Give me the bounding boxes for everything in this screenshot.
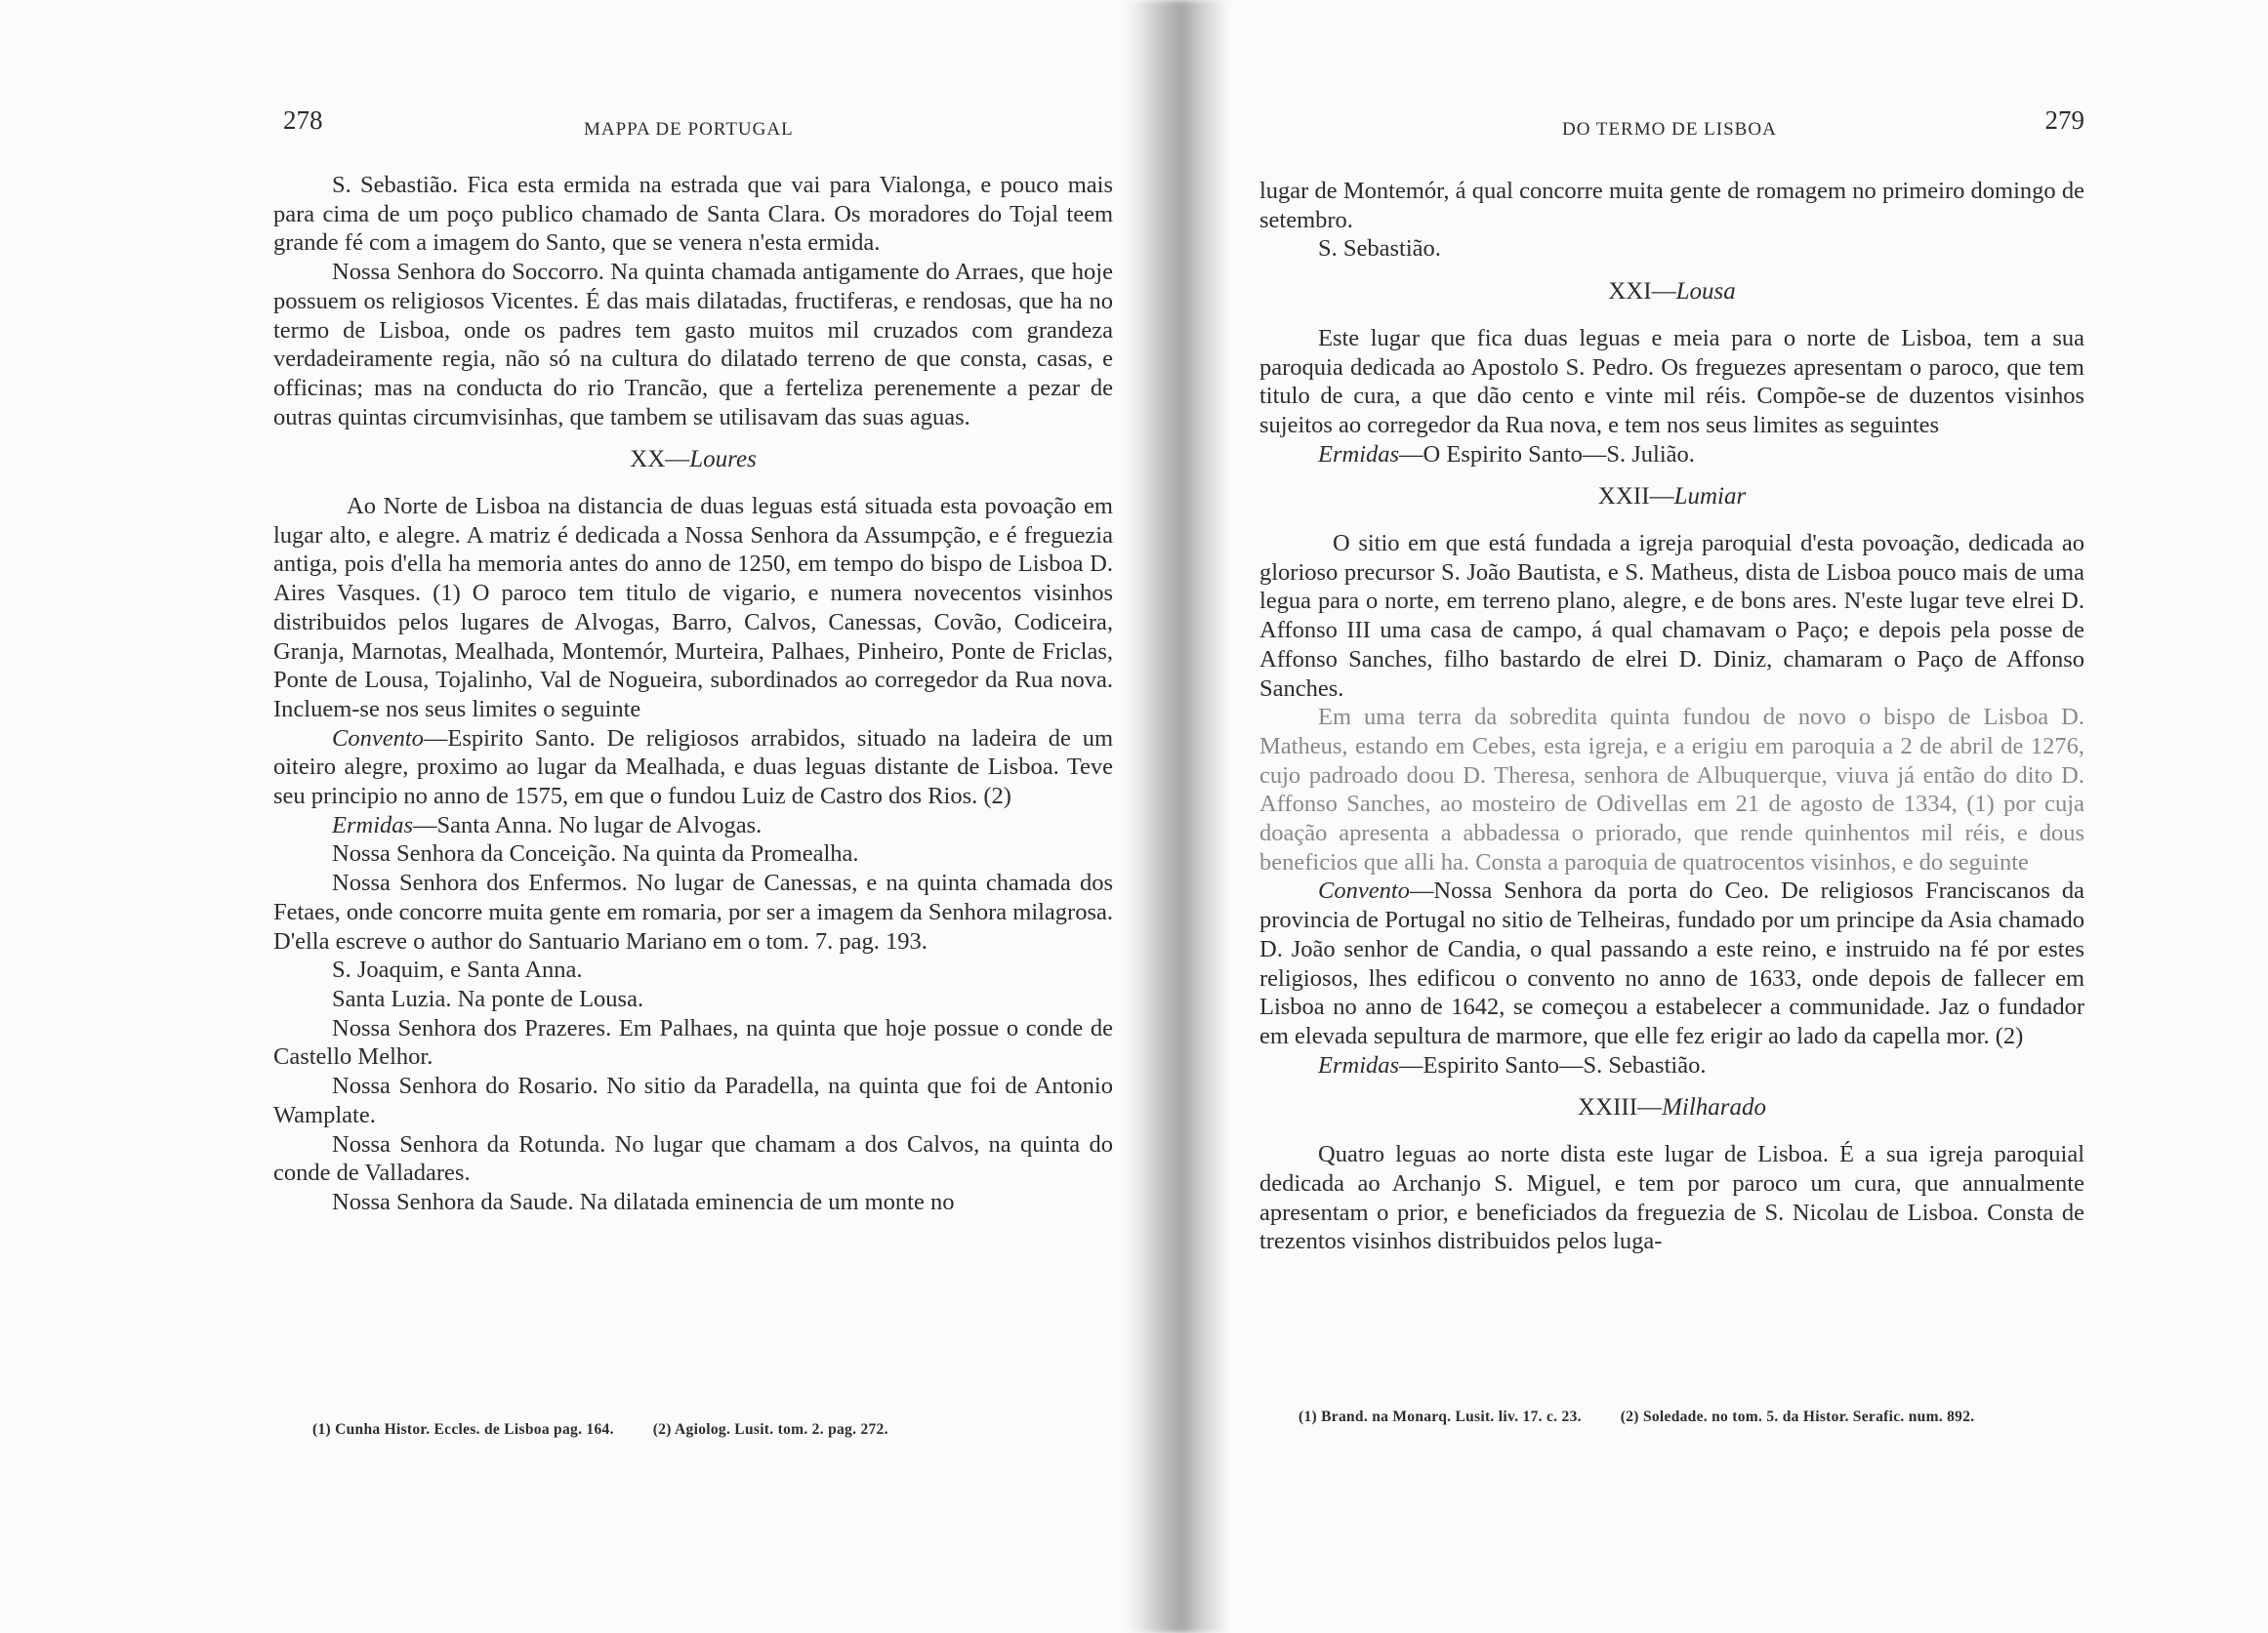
paragraph: Nossa Senhora do Rosario. No sitio da Paradella, na quinta que foi de Antonio Wamplate. xyxy=(273,1073,1113,1128)
right-running-title: DO TERMO DE LISBOA xyxy=(1562,119,1777,140)
section-heading-lumiar xyxy=(1259,482,2084,511)
label-ermidas: Ermidas xyxy=(1318,440,1400,468)
paragraph-convento xyxy=(1259,877,2084,1050)
left-page-number: 278 xyxy=(283,105,323,135)
section-number: XXII— xyxy=(1597,483,1674,510)
paragraph: S. Joaquim, e Santa Anna. xyxy=(332,957,583,984)
paragraph: S. Sebastião. Fica esta ermida na estrada que vai para Vialonga, e pouco mais para cima de um poço publico chamado de Santa Clara. Os moradores do Tojal teem grande fé com a imagem do Santo, que se venera n'esta ermida. xyxy=(273,172,1113,257)
paragraph: O sitio em que está fundada a igreja paroquial d'esta povoação, dedicada ao glorioso precursor S. João Bautista, e S. Matheus, dista de Lisboa pouco mais de uma legua para o norte, em terreno plano, alegre, e de bons ares. N'este lugar teve elrei D. Affonso III uma casa de campo, á qual chamavam o Paço; e depois pela posse de Affonso Sanches, filho bastardo de elrei D. Diniz, chamaram o Paço de Affonso Sanches. xyxy=(1259,530,2084,702)
paragraph: Nossa Senhora da Saude. Na dilatada eminencia de um monte no xyxy=(332,1188,955,1215)
section-place: Lousa xyxy=(1675,278,1736,306)
left-running-title: MAPPA DE PORTUGAL xyxy=(584,119,794,140)
paragraph: Santa Luzia. Na ponte de Lousa. xyxy=(332,985,644,1012)
section-number: XX— xyxy=(630,446,690,473)
right-body-text xyxy=(1259,177,2084,1256)
footnote: (2) Soledade. no tom. 5. da Histor. Serafic. num. 892. xyxy=(1620,1408,1975,1425)
paragraph-faded: Em uma terra da sobredita quinta fundou de novo o bispo de Lisboa D. Matheus, estando em Cebes, esta igreja, e a erigiu em paroquia a 2 de abril de 1276, cujo padroado doou D. Theresa, senhora de Albuquerque, viuva já então do dito D. Affonso Sanches, ao mosteiro de Odivellas em 21 de agosto de 1334, (1) por cuja doação apresenta a abbadessa o priorado, que rende quinhentos mil réis, e dous beneficios que alli ha. Consta a paroquia de quatrocentos visinhos, e do seguinte xyxy=(1259,704,2084,876)
paragraph-text: —O Espirito Santo—S. Julião. xyxy=(1399,440,1695,468)
paragraph-ermidas xyxy=(1259,440,2084,469)
section-number: XXIII— xyxy=(1577,1094,1663,1122)
book-gutter-shadow xyxy=(1123,0,1230,1633)
right-page-number: 279 xyxy=(2044,105,2084,135)
right-page xyxy=(1259,0,2084,1633)
section-place: Loures xyxy=(689,446,757,473)
label-ermidas: Ermidas xyxy=(1318,1051,1400,1079)
paragraph-text: —Espirito Santo. De religiosos arrabidos, situado na ladeira de um oiteiro alegre, proximo ao lugar da Mealhada, e duas leguas distante de Lisboa. Teve seu principio no anno de 1575, em que o fundou Luiz de Castro dos Rios. (2) xyxy=(273,724,1113,810)
section-heading-loures xyxy=(273,445,1113,474)
section-place: Milharado xyxy=(1662,1094,1767,1122)
paragraph: Nossa Senhora dos Enfermos. No lugar de Canessas, e na quinta chamada dos Fetaes, onde concorre muita gente em romaria, por ser a imagem da Senhora milagrosa. D'ella escreve o author do Santuario Mariano em o tom. 7. pag. 193. xyxy=(273,870,1113,955)
section-number: XXI— xyxy=(1608,278,1676,306)
section-heading-lousa xyxy=(1259,277,2084,306)
paragraph-convento xyxy=(273,724,1113,811)
footnote: (1) Cunha Histor. Eccles. de Lisboa pag. 164. xyxy=(312,1421,614,1438)
paragraph: Nossa Senhora da Rotunda. No lugar que chamam a dos Calvos, na quinta do conde de Valladares. xyxy=(273,1130,1113,1187)
paragraph: Nossa Senhora da Conceição. Na quinta da Promealha. xyxy=(332,840,859,868)
section-heading-milharado xyxy=(1259,1093,2084,1123)
paragraph: Quatro leguas ao norte dista este lugar de Lisboa. É a sua igreja paroquial dedicada ao Archanjo S. Miguel, e tem por paroco um cura, que annualmente apresentam o prior, e beneficiados da freguezia de S. Nicolau de Lisboa. Consta de trezentos visinhos distribuidos pelos luga- xyxy=(1259,1141,2084,1255)
label-convento: Convento xyxy=(332,724,424,752)
paragraph: Nossa Senhora dos Prazeres. Em Palhaes, na quinta que hoje possue o conde de Castello Melhor. xyxy=(273,1014,1113,1071)
left-footnotes xyxy=(312,1420,1113,1439)
paragraph: Nossa Senhora do Soccorro. Na quinta chamada antigamente do Arraes, que hoje possuem os religiosos Vicentes. É das mais dilatadas, fructiferas, e rendosas, que ha no termo de Lisboa, onde os padres tem gasto muitos mil cruzados com grandeza verdadeiramente regia, não só na cultura do dilatado terreno de que consta, casas, e officinas; mas na conducta do rio Trancão, que a ferteliza perenemente a pezar de outras quintas circumvisinhas, que tambem se utilisavam das suas aguas. xyxy=(273,259,1113,430)
paragraph: lugar de Montemór, á qual concorre muita gente de romagem no primeiro domingo de setembro. xyxy=(1259,178,2084,233)
paragraph: Ao Norte de Lisboa na distancia de duas leguas está situada esta povoação em lugar alto, e alegre. A matriz é dedicada a Nossa Senhora da Assumpção, e é freguezia antiga, pois d'ella ha memoria antes do anno de 1250, em tempo do bispo de Lisboa D. Aires Vasques. (1) O paroco tem titulo de vigario, e numera novecentos visinhos distribuidos pelos lugares de Alvogas, Barro, Calvos, Canessas, Covão, Codiceira, Granja, Marnotas, Mealhada, Montemór, Murteira, Palhaes, Pinheiro, Ponte de Friclas, Ponte de Lousa, Tojalinho, Val de Nogueira, subordinados ao corregedor da Rua nova. Incluem-se nos seus limites o seguinte xyxy=(273,493,1113,722)
left-running-head xyxy=(273,105,1113,144)
paragraph-ermidas xyxy=(1259,1051,2084,1081)
right-footnotes xyxy=(1299,1408,2084,1426)
section-place: Lumiar xyxy=(1673,483,1747,510)
paragraph-text: —Santa Anna. No lugar de Alvogas. xyxy=(413,811,763,838)
footnote: (1) Brand. na Monarq. Lusit. liv. 17. c. 23. xyxy=(1299,1408,1582,1425)
right-running-head xyxy=(1259,105,2084,144)
label-convento: Convento xyxy=(1318,878,1410,905)
left-body-text xyxy=(273,171,1113,1217)
left-page xyxy=(273,0,1113,1633)
paragraph-ermidas xyxy=(273,811,1113,840)
label-ermidas: Ermidas xyxy=(332,811,414,838)
footnote: (2) Agiolog. Lusit. tom. 2. pag. 272. xyxy=(652,1421,888,1438)
paragraph-text: —Espirito Santo—S. Sebastião. xyxy=(1399,1051,1707,1079)
paragraph-text: —Nossa Senhora da porta do Ceo. De religiosos Franciscanos da provincia de Portugal no sitio de Telheiras, fundado por um principe da Asia chamado D. João senhor de Candia, o qual passando a este reino, e instruido na fé por estes religiosos, lhes edificou o convento no anno de 1633, onde depois de fallecer em Lisboa no anno de 1642, se começou a estabelecer a communidade. Jaz o fundador em elevada sepultura de marmore, que elle fez erigir ao lado da capella mor. (2) xyxy=(1259,878,2084,1049)
paragraph: Este lugar que fica duas leguas e meia para o norte de Lisboa, tem a sua paroquia dedicada ao Apostolo S. Pedro. Os freguezes apresentam o paroco, que tem titulo de cura, a que dão cento e vinte mil réis. Compõe-se de duzentos visinhos sujeitos ao corregedor da Rua nova, e tem nos seus limites as seguintes xyxy=(1259,324,2084,438)
paragraph: S. Sebastião. xyxy=(1318,235,1441,263)
